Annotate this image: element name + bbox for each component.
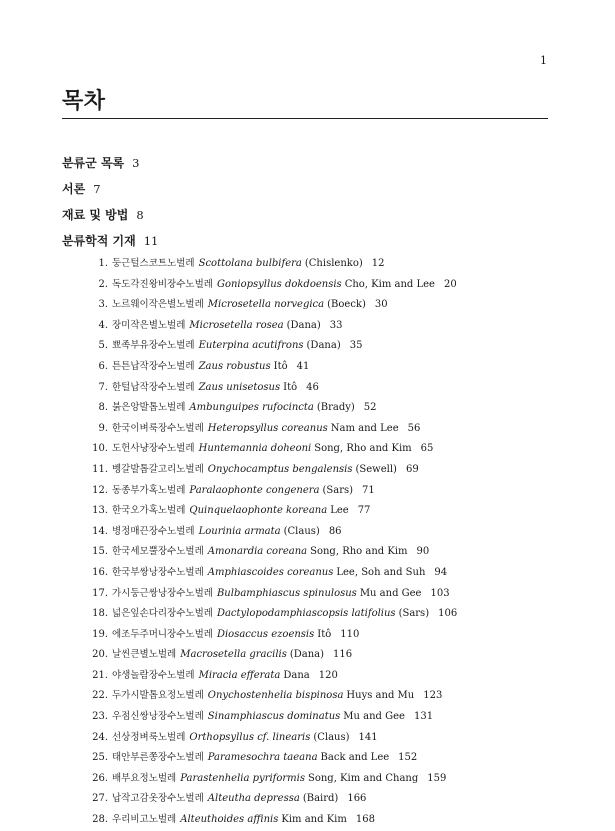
scientific-name: Miracia efferata xyxy=(198,669,281,681)
toc-entry[interactable] xyxy=(0,810,615,831)
section-title: 재료 및 방법 xyxy=(62,208,129,222)
section-page: 8 xyxy=(136,208,144,222)
entry-text xyxy=(112,645,352,666)
entry-page: 71 xyxy=(362,484,375,496)
toc-section[interactable] xyxy=(62,176,548,202)
entry-text xyxy=(112,604,457,625)
scientific-name: Microsetella norvegica xyxy=(207,299,325,311)
author: Huys and Mu xyxy=(346,690,415,702)
entry-text xyxy=(112,357,309,378)
scientific-name: Euterpina acutifrons xyxy=(198,340,304,352)
toc-entry[interactable] xyxy=(0,584,615,605)
section-page: 7 xyxy=(93,182,101,196)
entry-number: 5. xyxy=(98,340,108,352)
korean-name: 선상정벼룩노벌레 xyxy=(112,731,186,743)
entry-page: 46 xyxy=(306,381,319,393)
toc-entry[interactable] xyxy=(0,748,615,769)
korean-name: 야생놀람장수노벌레 xyxy=(112,669,195,681)
toc-entry[interactable] xyxy=(0,398,615,419)
toc-entry[interactable] xyxy=(0,336,615,357)
toc-entry[interactable] xyxy=(0,707,615,728)
toc-sections xyxy=(62,150,548,254)
author: Mu and Gee xyxy=(359,587,422,599)
toc-entry[interactable] xyxy=(0,563,615,584)
entry-page: 90 xyxy=(416,546,430,558)
korean-name: 한국세모뿔장수노벌레 xyxy=(112,546,204,558)
entry-page: 120 xyxy=(318,669,338,681)
author: Lee xyxy=(330,505,349,517)
scientific-name: Paramesochra taeana xyxy=(207,752,318,764)
author: (Brady) xyxy=(316,402,355,414)
author: (Claus) xyxy=(283,525,320,537)
scientific-name: Goniopsyllus dokdoensis xyxy=(216,278,342,290)
author: (Chislenko) xyxy=(304,258,363,269)
author: Itô xyxy=(273,360,288,372)
entry-number: 13. xyxy=(92,505,108,517)
entry-number: 24. xyxy=(92,731,108,743)
entry-number: 9. xyxy=(98,422,108,434)
scientific-name: Zaus robustus xyxy=(198,360,271,372)
korean-name: 벵갈발톱갈고리노벌레 xyxy=(112,463,204,475)
korean-name: 우리비고노벌레 xyxy=(112,814,177,826)
scientific-name: Ambunguipes rufocincta xyxy=(189,402,314,414)
author: Itô xyxy=(317,628,332,640)
author: Nam and Lee xyxy=(330,422,399,434)
korean-name: 도헌사냥장수노벌레 xyxy=(112,443,195,455)
author: (Dana) xyxy=(286,319,321,331)
toc-entry[interactable] xyxy=(0,254,615,275)
section-page: 3 xyxy=(132,156,140,170)
author: (Dana) xyxy=(289,649,325,661)
entry-number: 7. xyxy=(98,381,108,393)
entry-number: 18. xyxy=(92,608,108,620)
entry-number: 17. xyxy=(92,587,108,599)
entry-number: 27. xyxy=(92,793,108,805)
entry-page: 56 xyxy=(407,422,421,434)
korean-name: 노르웨이작은별노벌레 xyxy=(112,299,204,311)
scientific-name: Macrosetella gracilis xyxy=(180,649,287,661)
entry-number: 21. xyxy=(92,669,108,681)
entry-page: 52 xyxy=(363,402,377,414)
scientific-name: Quinquelaophonte koreana xyxy=(189,505,328,517)
entry-number: 16. xyxy=(92,566,108,578)
scientific-name: Sinamphiascus dominatus xyxy=(207,711,341,723)
entry-number: 14. xyxy=(92,525,108,537)
author: Cho, Kim and Lee xyxy=(344,278,435,290)
entry-page: 30 xyxy=(374,299,388,311)
author: (Sars) xyxy=(398,608,430,620)
entry-page: 110 xyxy=(340,628,360,640)
entry-page: 20 xyxy=(443,278,457,290)
scientific-name: Amphiascoides coreanus xyxy=(207,566,334,578)
entry-page: 12 xyxy=(371,258,385,269)
korean-name: 한국부쌍낭장수노벌레 xyxy=(112,566,204,578)
entry-text xyxy=(112,625,359,646)
scientific-name: Alteutha depressa xyxy=(207,793,300,805)
entry-number: 4. xyxy=(98,319,108,331)
korean-name: 둥근털스코트노벌레 xyxy=(112,258,195,269)
entry-text xyxy=(112,707,433,728)
korean-name: 한국이벼룩장수노벌레 xyxy=(112,422,204,434)
toc-entries xyxy=(0,254,615,831)
korean-name: 튼튼납작장수노벌레 xyxy=(112,360,195,372)
scientific-name: Onychocamptus bengalensis xyxy=(207,463,353,475)
toc-entry[interactable] xyxy=(0,275,615,296)
scientific-name: Microsetella rosea xyxy=(189,319,284,331)
toc-entry[interactable] xyxy=(0,645,615,666)
scientific-name: Parastenhelia pyriformis xyxy=(180,772,305,784)
korean-name: 붉은앙발톱노벌레 xyxy=(112,402,186,414)
korean-name: 배부요정노벌레 xyxy=(112,772,177,784)
entry-text xyxy=(112,254,384,275)
entry-number: 2. xyxy=(98,278,108,290)
entry-text xyxy=(112,439,433,460)
entry-number: 3. xyxy=(98,299,108,311)
entry-page: 65 xyxy=(420,443,434,455)
entry-number: 12. xyxy=(92,484,108,496)
author: Song, Rho and Kim xyxy=(314,443,412,455)
entry-page: 131 xyxy=(413,711,434,723)
entry-page: 166 xyxy=(347,793,367,805)
entry-text xyxy=(112,666,338,687)
toc-entry[interactable] xyxy=(0,625,615,646)
entry-page: 116 xyxy=(333,649,353,661)
entry-number: 23. xyxy=(92,711,108,723)
entry-text xyxy=(112,481,375,502)
korean-name: 태안부른쫑장수노벌레 xyxy=(112,752,204,764)
korean-name: 뾰족부유장수노벌레 xyxy=(112,340,195,352)
toc-entry[interactable] xyxy=(0,378,615,399)
scientific-name: Dactylopodamphiascopsis latifolius xyxy=(216,608,396,620)
entry-number: 1. xyxy=(98,258,108,269)
entry-text xyxy=(112,275,457,296)
author: Mu and Gee xyxy=(343,711,405,723)
entry-number: 8. xyxy=(98,402,108,414)
toc-entry[interactable] xyxy=(0,501,615,522)
entry-page: 94 xyxy=(434,566,448,578)
scientific-name: Onychostenhelia bispinosa xyxy=(207,690,344,702)
scientific-name: Diosaccus ezoensis xyxy=(216,628,315,640)
entry-text xyxy=(112,460,419,481)
entry-text xyxy=(112,501,370,522)
toc-entry[interactable] xyxy=(0,439,615,460)
korean-name: 동종부가혹노벌레 xyxy=(112,484,186,496)
entry-page: 77 xyxy=(357,505,371,517)
entry-number: 26. xyxy=(92,772,108,784)
entry-text xyxy=(112,398,377,419)
author: Back and Lee xyxy=(320,752,390,764)
entry-text xyxy=(112,769,446,790)
entry-number: 19. xyxy=(92,628,108,640)
korean-name: 두가시발톱요정노벌레 xyxy=(112,690,204,702)
toc-section[interactable] xyxy=(62,150,548,176)
scientific-name: Heteropsyllus coreanus xyxy=(207,422,328,434)
entry-page: 141 xyxy=(358,731,378,743)
entry-text xyxy=(112,316,343,337)
author: Kim and Kim xyxy=(281,814,347,826)
entry-page: 168 xyxy=(355,814,375,826)
toc-entry[interactable] xyxy=(0,357,615,378)
toc-entry[interactable] xyxy=(0,481,615,502)
author: Dana xyxy=(283,669,310,681)
entry-page: 41 xyxy=(296,360,310,372)
entry-page: 103 xyxy=(430,587,450,599)
entry-page: 86 xyxy=(328,525,342,537)
entry-text xyxy=(112,728,378,749)
korean-name: 납작고감옷장수노벌레 xyxy=(112,793,204,805)
author: Itô xyxy=(283,381,298,393)
entry-text xyxy=(112,336,362,357)
korean-name: 독도각진왕비장수노벌레 xyxy=(112,278,213,290)
entry-text xyxy=(112,810,375,831)
author: (Sewell) xyxy=(355,463,397,475)
korean-name: 가시둥근쌍낭장수노벌레 xyxy=(112,587,213,599)
toc-entry[interactable] xyxy=(0,666,615,687)
section-title: 서론 xyxy=(62,182,86,196)
entry-page: 159 xyxy=(427,772,447,784)
scientific-name: Zaus unisetosus xyxy=(198,381,281,393)
scientific-name: Orthopsyllus cf. linearis xyxy=(189,731,311,743)
korean-name: 병정매끈장수노벌레 xyxy=(112,525,195,537)
entry-text xyxy=(112,584,450,605)
author: (Baird) xyxy=(302,793,339,805)
author: (Claus) xyxy=(313,731,350,743)
scientific-name: Alteuthoides affinis xyxy=(180,814,279,826)
entry-number: 6. xyxy=(98,360,108,372)
entry-text xyxy=(112,686,442,707)
author: (Boeck) xyxy=(327,299,366,311)
entry-text xyxy=(112,295,388,316)
scientific-name: Paralaophonte congenera xyxy=(189,484,320,496)
toc-entry[interactable] xyxy=(0,604,615,625)
toc-entry[interactable] xyxy=(0,522,615,543)
entry-number: 10. xyxy=(92,443,108,455)
korean-name: 한털납작장수노벌레 xyxy=(112,381,195,393)
scientific-name: Bulbamphiascus spinulosus xyxy=(216,587,357,599)
korean-name: 장미작은별노벌레 xyxy=(112,319,186,331)
entry-text xyxy=(112,542,429,563)
korean-name: 넓은잎손다리장수노벌레 xyxy=(112,608,213,620)
entry-number: 25. xyxy=(92,752,108,764)
entry-page: 69 xyxy=(405,463,419,475)
section-title: 분류학적 기재 xyxy=(62,234,136,248)
entry-number: 28. xyxy=(92,814,108,826)
page-title: 목차 xyxy=(62,84,548,119)
toc-entry[interactable] xyxy=(0,295,615,316)
entry-text xyxy=(112,563,447,584)
toc-entry[interactable] xyxy=(0,686,615,707)
scientific-name: Lourinia armata xyxy=(198,525,281,537)
entry-page: 35 xyxy=(349,340,363,352)
toc-section[interactable] xyxy=(62,228,548,254)
entry-page: 33 xyxy=(329,319,343,331)
entry-number: 11. xyxy=(92,463,108,475)
scientific-name: Huntemannia doheoni xyxy=(198,443,312,455)
toc-entry[interactable] xyxy=(0,728,615,749)
entry-text xyxy=(112,522,342,543)
toc-section[interactable] xyxy=(62,202,548,228)
author: (Dana) xyxy=(306,340,341,352)
author: (Sars) xyxy=(322,484,354,496)
author: Song, Rho and Kim xyxy=(310,546,408,558)
korean-name: 우점신쌍낭장수노벌레 xyxy=(112,711,204,723)
entry-number: 22. xyxy=(92,690,108,702)
section-page: 11 xyxy=(143,234,159,248)
korean-name: 한국오가혹노벌레 xyxy=(112,505,186,517)
scientific-name: Amonardia coreana xyxy=(207,546,308,558)
scientific-name: Scottolana bulbifera xyxy=(198,258,302,269)
section-title: 분류군 목록 xyxy=(62,156,125,170)
korean-name: 에조두주머니장수노벌레 xyxy=(112,628,213,640)
toc-entry[interactable] xyxy=(0,419,615,440)
author: Song, Kim and Chang xyxy=(307,772,419,784)
toc-entry[interactable] xyxy=(0,316,615,337)
entry-number: 20. xyxy=(92,649,108,661)
entry-text xyxy=(112,419,420,440)
toc-entry[interactable] xyxy=(0,542,615,563)
entry-page: 152 xyxy=(398,752,418,764)
korean-name: 날씬큰별노벌레 xyxy=(112,649,177,661)
page-number: 1 xyxy=(540,54,547,67)
entry-page: 106 xyxy=(438,608,458,620)
entry-text xyxy=(112,378,319,399)
entry-number: 15. xyxy=(92,546,108,558)
author: Lee, Soh and Suh xyxy=(336,566,426,578)
toc-entry[interactable] xyxy=(0,460,615,481)
entry-page: 123 xyxy=(423,690,443,702)
entry-text xyxy=(112,748,417,769)
toc-entry[interactable] xyxy=(0,769,615,790)
